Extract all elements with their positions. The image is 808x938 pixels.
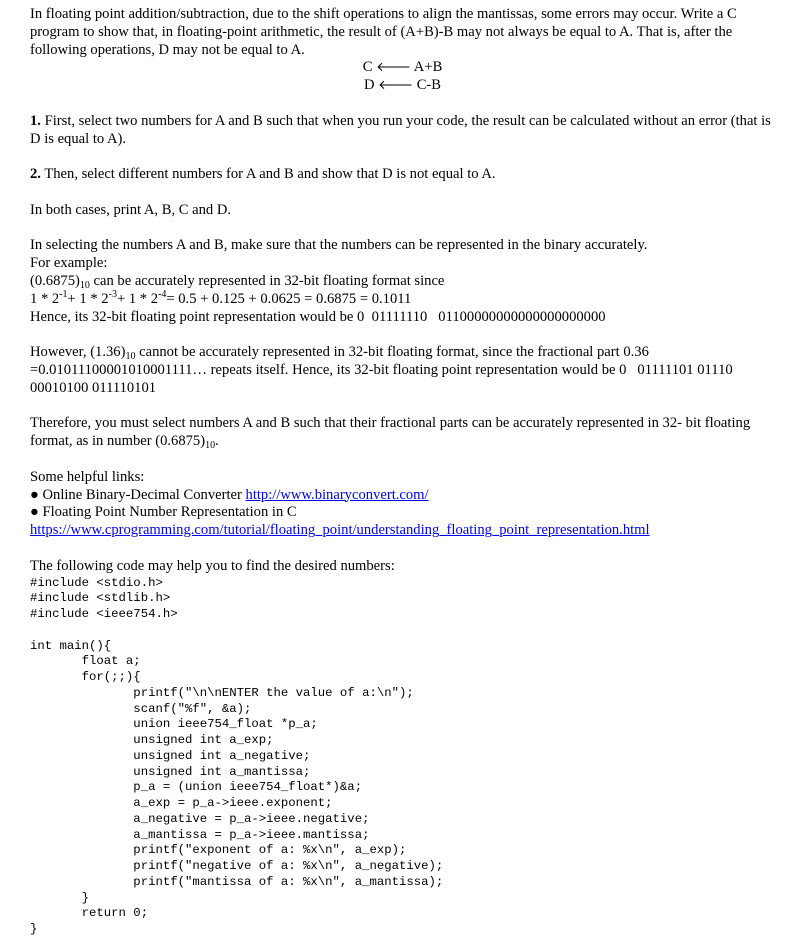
step-1-text: First, select two numbers for A and B such that when you run your code, the result can be calculated without an error (that is D is equal to A). — [30, 112, 771, 147]
calc-line: $1 * 2^{-1}+ 1 * 2^{-3}+ 1 * 2^{-4}= 0.5 + 0.125 + 0.0625 = 0.6875 = 0.1011$ — [30, 288, 412, 307]
links-heading: Some helpful links: — [30, 468, 145, 485]
both-cases: In both cases, print A, B, C and D. — [30, 201, 232, 218]
op1-left: C — [362, 59, 373, 76]
binaryconvert-link[interactable]: http://www.binaryconvert.com/ — [245, 486, 429, 503]
code-block: #include <stdio.h> #include <stdlib.h> #include <ieee754.h> int main(){ float a; for(;;){ printf("\n\nENTER the value of a:\n"); scanf("%f", &a); union ieee754_float *p_a; unsigned int a_exp; unsigned int a_negative; unsigned int a_mantissa; p_a = (union ieee754_float*)&a; a_exp = p_a->ieee.exponent; a_negative = p_a->ieee.negative; a_mantissa = p_a->ieee.mantissa; printf("exponent of a: %x\n", a_exp); printf("negative of a: %x\n", a_negative); printf("mantissa of a: %x\n", a_mantissa); } return 0; } — [30, 575, 444, 936]
however-paragraph: However, $(1.36)_{10}$ cannot be accurately represented in 32-bit floating format, since the fractional part 0.36 =0.01011100001010001111… repeats itself. Hence, its 32-bit floating point representation would be 0 01111101 01110 00010100 011110101 — [30, 344, 737, 396]
example-line: $(0.6875)_{10}$ can be accurately represented in 32-bit floating format since — [30, 272, 445, 291]
step-2-number: 2. — [30, 166, 41, 183]
selecting-line: In selecting the numbers A and B, make sure that the numbers can be represented in the binary accurately. — [30, 237, 648, 254]
op2-right: C-B — [416, 77, 442, 94]
step-2 — [30, 166, 775, 184]
link-item-representation: ● Floating Point Number Representation in C — [30, 504, 297, 521]
bullet-icon: ● — [30, 504, 39, 521]
document-page — [30, 6, 775, 938]
step-1 — [30, 113, 775, 149]
step-1-number: 1. — [30, 112, 41, 129]
code-intro: The following code may help you to find the desired numbers: — [30, 557, 395, 574]
operation-d — [30, 77, 775, 95]
intro-paragraph: In floating point addition/subtraction, due to the shift operations to align the mantissas, some errors may occur. Write a C program to show that, in floating-point arithmetic, the result of (A+B)-B may not always be equal to A. That is, after the following operations, D may not be equal to A. — [30, 6, 737, 58]
left-arrow-icon: 🡐 — [378, 78, 414, 94]
step-2-text: Then, select different numbers for A and B and show that D is not equal to A. — [44, 166, 496, 183]
hence-line: Hence, its 32-bit floating point representation would be 0 01111110 01100000000000000000000 — [30, 308, 606, 325]
example-label: For example: — [30, 255, 108, 272]
operation-c — [30, 59, 775, 77]
op1-right: A+B — [413, 59, 443, 76]
cprogramming-link[interactable]: https://www.cprogramming.com/tutorial/floating_point/understanding_floating_point_representation.html — [30, 522, 650, 539]
link-item-representation-url — [30, 522, 775, 540]
link-item-converter: ● Online Binary-Decimal Converter http://www.binaryconvert.com/ — [30, 486, 429, 503]
therefore-paragraph: Therefore, you must select numbers A and B such that their fractional parts can be accurately represented in 32- bit floating format, as in number $(0.6875)_{10}$. — [30, 415, 751, 452]
op2-left: D — [363, 77, 375, 94]
left-arrow-icon: 🡐 — [376, 60, 411, 76]
bullet-icon: ● — [30, 486, 39, 503]
